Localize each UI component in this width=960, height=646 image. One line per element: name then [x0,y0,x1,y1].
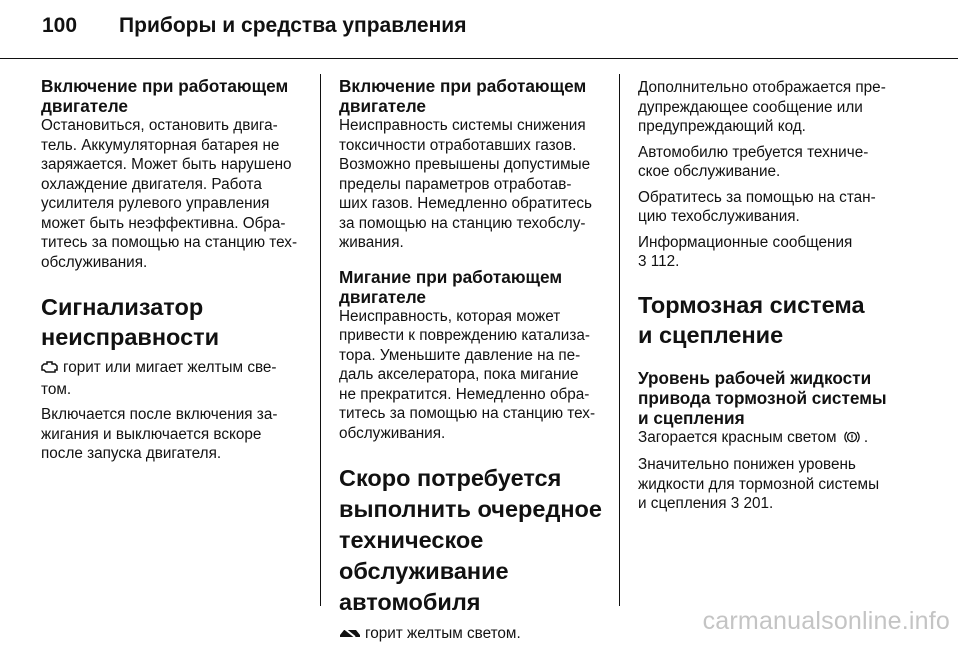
paragraph-fluid-light: Загорается красным светом . [638,428,908,450]
heading-line: неисправности [41,324,220,350]
paragraph-service-light [339,624,605,646]
text-line: обслуживания. [339,424,446,442]
text-line: цию техобслуживания. [638,208,800,225]
heading-line: Скоро потребуется [339,465,562,491]
page-number: 100 [42,14,78,37]
heading-line: Включение при работающем [41,76,289,96]
column-divider-2 [619,74,620,606]
heading-engine-running-2 [339,76,605,116]
text-line: жидкости для тормозной системы [638,475,880,493]
watermark: carmanualsonline.info [702,607,950,635]
column-divider-1 [320,74,321,606]
text-line: горит желтым светом. [365,625,521,642]
text-line: Обратитесь за помощью на стан- [638,188,876,206]
paragraph-info-messages [638,233,908,272]
heading-engine-running [41,76,309,116]
paragraph-service-needed [638,143,908,182]
text-line: Неисправность, которая может [339,307,561,325]
paragraph-fluid-low [638,455,908,514]
text-line: Дополнительно отображается пре- [638,79,886,96]
page-title: Приборы и средства управления [119,14,467,37]
text-line: ших газов. Немедленно обратитесь [339,195,592,212]
text-line: не прекратится. Немедленно обра- [339,385,590,403]
heading-blinking [339,267,605,307]
heading-line: Тормозная система [638,291,865,318]
text-line: заряжается. Может быть нарушено [41,156,292,173]
paragraph-additional-message [638,78,908,137]
text-line: Включается после включения за- [41,406,278,423]
text-line: Неисправность системы снижения [339,117,586,134]
heading-brake-system [638,290,908,350]
text-line: тора. Уменьшите давление на пе- [339,346,581,364]
paragraph-engine-running [41,116,309,272]
page-reference-link[interactable]: 3 112. [638,253,680,270]
check-engine-icon [41,360,59,380]
text-line: дупреждающее сообщение или [638,98,863,116]
text-line: даль акселератора, пока мигание [339,366,579,383]
heading-line: выполнить очередное [339,496,602,522]
heading-line: двигателе [339,286,426,307]
heading-malfunction-indicator [41,292,309,352]
heading-service-due [339,463,605,618]
text-line: тель. Аккумуляторная батарея не [41,136,280,154]
heading-line: двигателе [41,96,128,116]
text-line: токсичности отработавших газов. [339,136,577,154]
heading-line: Включение при работающем [339,76,587,96]
paragraph-catalyst-fault [339,307,605,444]
text-line: жигания и выключается вскоре [41,425,262,443]
heading-line: привода тормозной системы [638,387,887,408]
text-line: усилителя рулевого управления [41,195,270,212]
heading-fluid-level [638,368,908,428]
paragraph-malfunction-1 [41,358,309,399]
paragraph-contact-service [638,188,908,227]
heading-line: и сцепления [638,407,745,428]
text-line: обслуживания. [41,253,148,271]
header-rule [0,58,958,59]
text-line: Возможно превышены допустимые [339,156,591,173]
heading-line: двигателе [339,96,426,116]
text-line: Информационные сообщения [638,233,853,251]
text-line: пределы параметров отработав- [339,175,572,193]
text-line: может быть неэффективна. Обра- [41,214,286,232]
heading-line: обслуживание [339,558,509,584]
text-line: Загорается красным светом [638,428,837,446]
text-line: Автомобилю требуется техниче- [638,143,869,161]
column-2 [339,76,605,646]
text-line: горит или мигает желтым све- [63,359,277,376]
text-line: ское обслуживание. [638,163,781,180]
text-line: за помощью на станцию техобслу- [339,214,586,232]
heading-line: Уровень рабочей жидкости [638,367,872,388]
heading-line: техническое [339,527,484,553]
text-line: Остановиться, остановить двига- [41,117,278,134]
text-line: привести к повреждению катализа- [339,327,590,344]
page-header [42,14,466,54]
text-line: живания. [339,234,404,251]
paragraph-emission-fault [339,116,605,253]
heading-line: Сигнализатор [41,294,204,320]
column-3 [638,76,908,514]
text-line: Значительно понижен уровень [638,456,856,473]
text-line: предупреждающий код. [638,118,806,135]
text-line: титесь за помощью на станцию тех- [339,405,596,422]
heading-line: автомобиля [339,589,481,615]
text-line: охлаждение двигателя. Работа [41,175,262,193]
text-line: после запуска двигателя. [41,445,222,462]
paragraph-malfunction-2 [41,405,309,464]
brake-warning-icon [844,430,860,450]
heading-line: Мигание при работающем [339,266,563,287]
heading-line: и сцепление [638,321,784,348]
text-line: титесь за помощью на станцию тех- [41,234,298,251]
column-1 [41,76,309,464]
text-line: и сцепления 3 201. [638,495,774,512]
text-line: том. [41,380,72,398]
wrench-car-icon [339,626,361,646]
